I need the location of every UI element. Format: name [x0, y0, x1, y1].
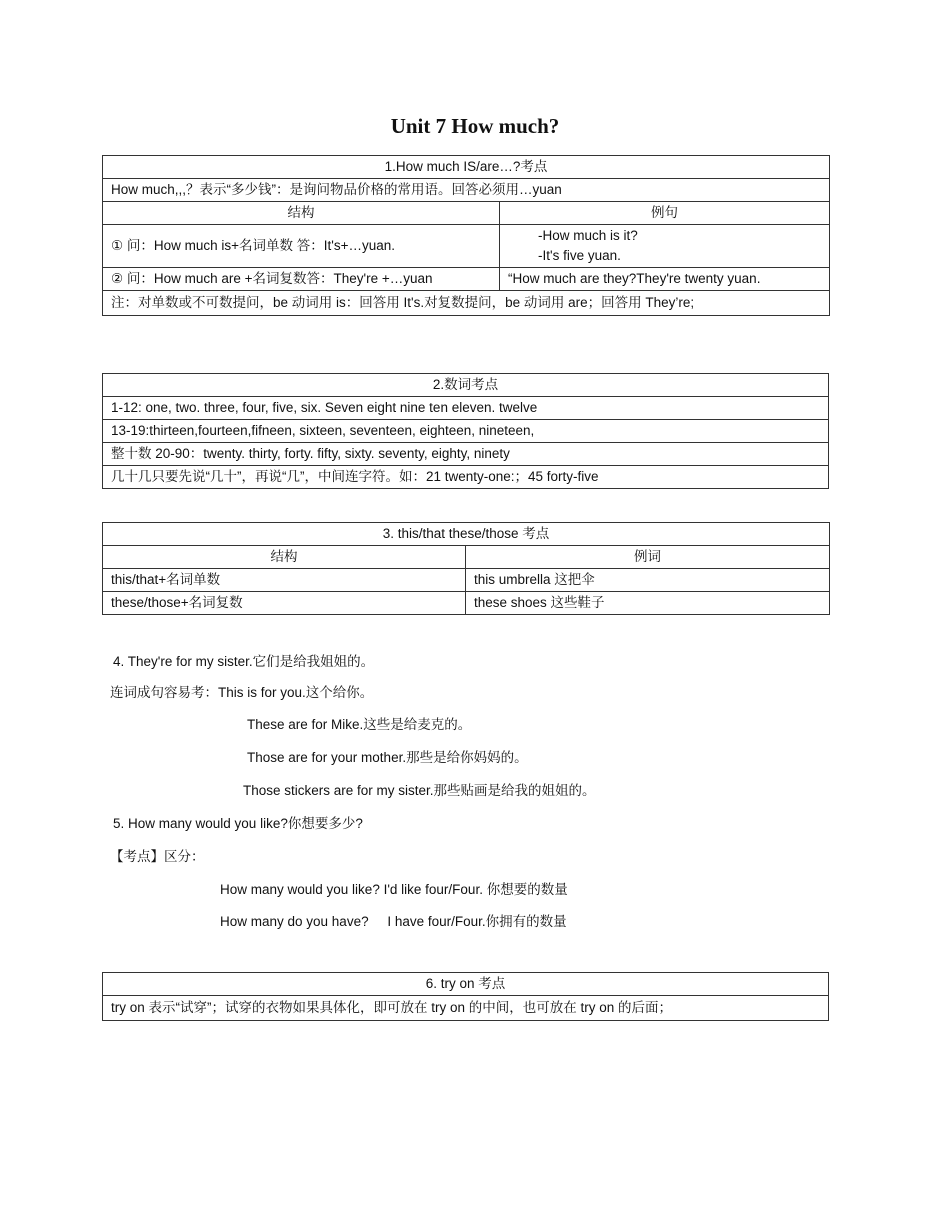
section5-line: How many do you have? I have four/Four.你拥有的数量	[220, 914, 567, 929]
column-header-structure: 结构	[103, 546, 466, 569]
example-line: -How much is it?	[538, 228, 638, 243]
table-row: 几十几只要先说“几十”，再说“几”，中间连字符。如：21 twenty-one:；45 forty-five	[103, 466, 829, 489]
table-header: 1.How much IS/are…?考点	[103, 156, 830, 179]
structure-cell: ② 问：How much are +名词复数答：They're +…yuan	[103, 268, 500, 291]
structure-cell: these/those+名词复数	[103, 592, 466, 615]
example-line: -It's five yuan.	[538, 248, 621, 263]
numerals-table	[102, 373, 829, 489]
try-on-table	[102, 972, 829, 1021]
body-row: try on 表示“试穿”；试穿的衣物如果具体化，即可放在 try on 的中间，也可放在 try on 的后面；	[103, 996, 829, 1021]
table-header: 3. this/that these/those 考点	[103, 523, 830, 546]
section4-line: 连词成句容易考：This is for you.这个给你。	[110, 685, 374, 700]
structure-cell: ① 问：How much is+名词单数 答：It's+…yuan.	[103, 225, 500, 268]
column-header-example: 例句	[500, 202, 830, 225]
column-header-example: 例词	[466, 546, 830, 569]
table-row: 1-12: one, two. three, four, five, six. Seven eight nine ten eleven. twelve	[103, 397, 829, 420]
table-header: 6. try on 考点	[103, 973, 829, 996]
section4-line: Those stickers are for my sister.那些贴画是给我的姐姐的。	[243, 783, 596, 798]
section4-heading: 4. They're for my sister.它们是给我姐姐的。	[113, 654, 375, 669]
intro-row: How much,,,？表示“多少钱”：是询问物品价格的常用语。回答必须用…yuan	[103, 179, 830, 202]
example-cell: this umbrella 这把伞	[466, 569, 830, 592]
section5-heading: 5. How many would you like?你想要多少?	[113, 816, 363, 831]
section5-point: 【考点】区分：	[110, 849, 205, 864]
table-row: 13-19:thirteen,fourteen,fifneen, sixteen, seventeen, eighteen, nineteen,	[103, 420, 829, 443]
section4-line: Those are for your mother.那些是给你妈妈的。	[247, 750, 528, 765]
table-header: 2.数词考点	[103, 374, 829, 397]
example-cell: these shoes 这些鞋子	[466, 592, 830, 615]
page-title: Unit 7 How much?	[390, 114, 560, 138]
note-row: 注：对单数或不可数提问，be 动词用 is：回答用 It's.对复数提问，be 动词用 are；回答用 They’re;	[103, 291, 830, 316]
section4-line: These are for Mike.这些是给麦克的。	[247, 717, 472, 732]
column-header-structure: 结构	[103, 202, 500, 225]
demonstratives-table	[102, 522, 830, 615]
section5-line: How many would you like? I'd like four/Four. 你想要的数量	[220, 882, 568, 897]
example-cell	[500, 225, 830, 268]
how-much-table	[102, 155, 830, 316]
table-row: 整十数 20-90：twenty. thirty, forty. fifty, sixty. seventy, eighty, ninety	[103, 443, 829, 466]
example-cell: “How much are they?They're twenty yuan.	[500, 268, 830, 291]
structure-cell: this/that+名词单数	[103, 569, 466, 592]
